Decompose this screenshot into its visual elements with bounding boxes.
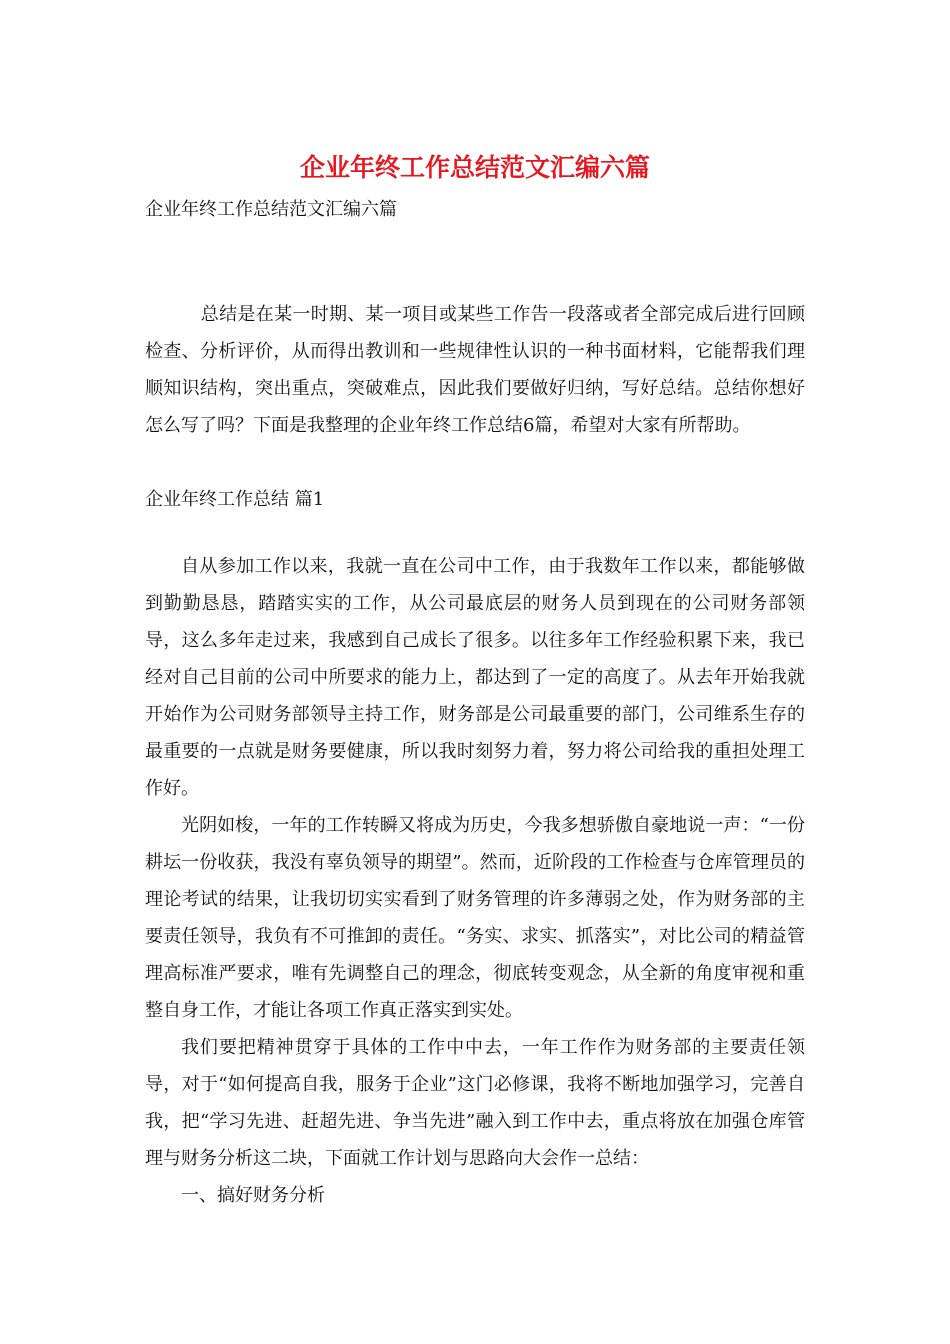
body-paragraph: 我们要把精神贯穿于具体的工作中中去，一年工作作为财务部的主要责任领导，对于“如何提高自我，服务于企业”这门必修课，我将不断地加强学习，完善自我，把“学习先进、赶超先进、争当先进”融入到工作中去，重点将放在加强仓库管理与财务分析这二块，下面就工作计划与思路向大会作一总结：: [145, 1037, 805, 1169]
section-heading: 企业年终工作总结 篇1: [145, 489, 325, 510]
body-paragraph: 自从参加工作以来，我就一直在公司中工作，由于我数年工作以来，都能够做到勤勤恳恳，踏踏实实的工作，从公司最底层的财务人员到现在的公司财务部领导，这么多年走过来，我感到自己成长了很多。以往多年工作经验积累下来，我已经对自己目前的公司中所要求的能力上，都达到了一定的高度了。从去年开始我就开始作为公司财务部领导主持工作，财务部是公司最重要的部门，公司维系生存的最重要的一点就是财务要健康，所以我时刻努力着，努力将公司给我的重担处理工作好。: [145, 556, 805, 799]
body-paragraph: 光阴如梭，一年的工作转瞬又将成为历史，今我多想骄傲自豪地说一声：“一份耕坛一份收获，我没有辜负领导的期望”。然而，近阶段的工作检查与仓库管理员的理论考试的结果，让我切切实实看到了财务管理的许多薄弱之处，作为财务部的主要责任领导，我负有不可推卸的责任。“务实、求实、抓落实”，对比公司的精益管理高标准严要求，唯有先调整自己的理念，彻底转变观念，从全新的角度审视和重整自身工作，才能让各项工作真正落实到实处。: [145, 815, 805, 1021]
document-title: 企业年终工作总结范文汇编六篇: [299, 153, 650, 182]
document-subtitle: 企业年终工作总结范文汇编六篇: [145, 199, 397, 220]
intro-block: [145, 296, 805, 444]
main-body: [145, 548, 805, 1214]
list-heading: 一、搞好财务分析: [181, 1185, 325, 1206]
intro-paragraph: 总结是在某一时期、某一项目或某些工作告一段落或者全部完成后进行回顾检查、分析评价，从而得出教训和一些规律性认识的一种书面材料，它能帮我们理顺知识结构，突出重点，突破难点，因此我们要做好归纳，写好总结。总结你想好怎么写了吗？下面是我整理的企业年终工作总结6篇，希望对大家有所帮助。: [145, 304, 805, 436]
